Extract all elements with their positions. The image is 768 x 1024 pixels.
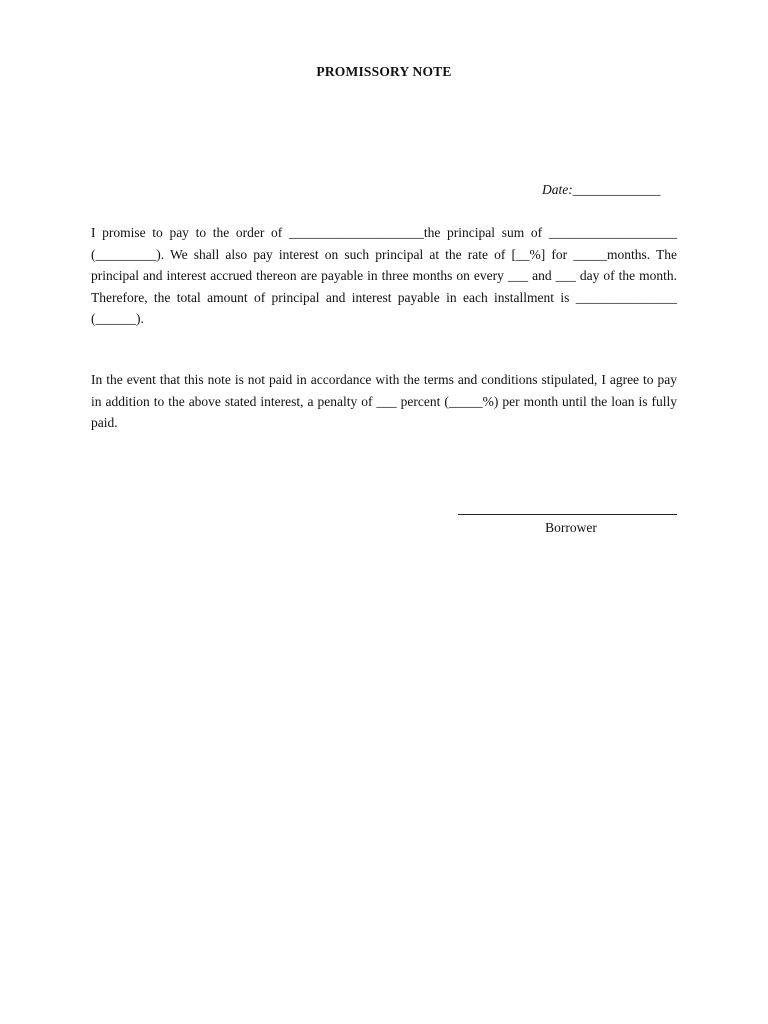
penalty-paragraph: In the event that this note is not paid in accordance with the terms and conditions stipulated, I agree to pay in addition to the above stated interest, a penalty of ___ percent (_____%) per month until the loan is fully paid. xyxy=(91,372,677,431)
document-title: PROMISSORY NOTE xyxy=(316,64,452,79)
borrower-label: Borrower xyxy=(545,520,597,535)
signature-line xyxy=(458,514,677,515)
promise-paragraph: I promise to pay to the order of ____________________the principal sum of ___________________ (_________). We shall also pay interest on such principal at the rate of [__%] for _____months. The principal and interest accrued thereon are payable in three months on every ___ and ___ day of the month. Therefore, the total amount of principal and interest payable in each installment is _______________ (______). xyxy=(91,225,677,327)
date-field: Date:_____________ xyxy=(542,182,661,197)
